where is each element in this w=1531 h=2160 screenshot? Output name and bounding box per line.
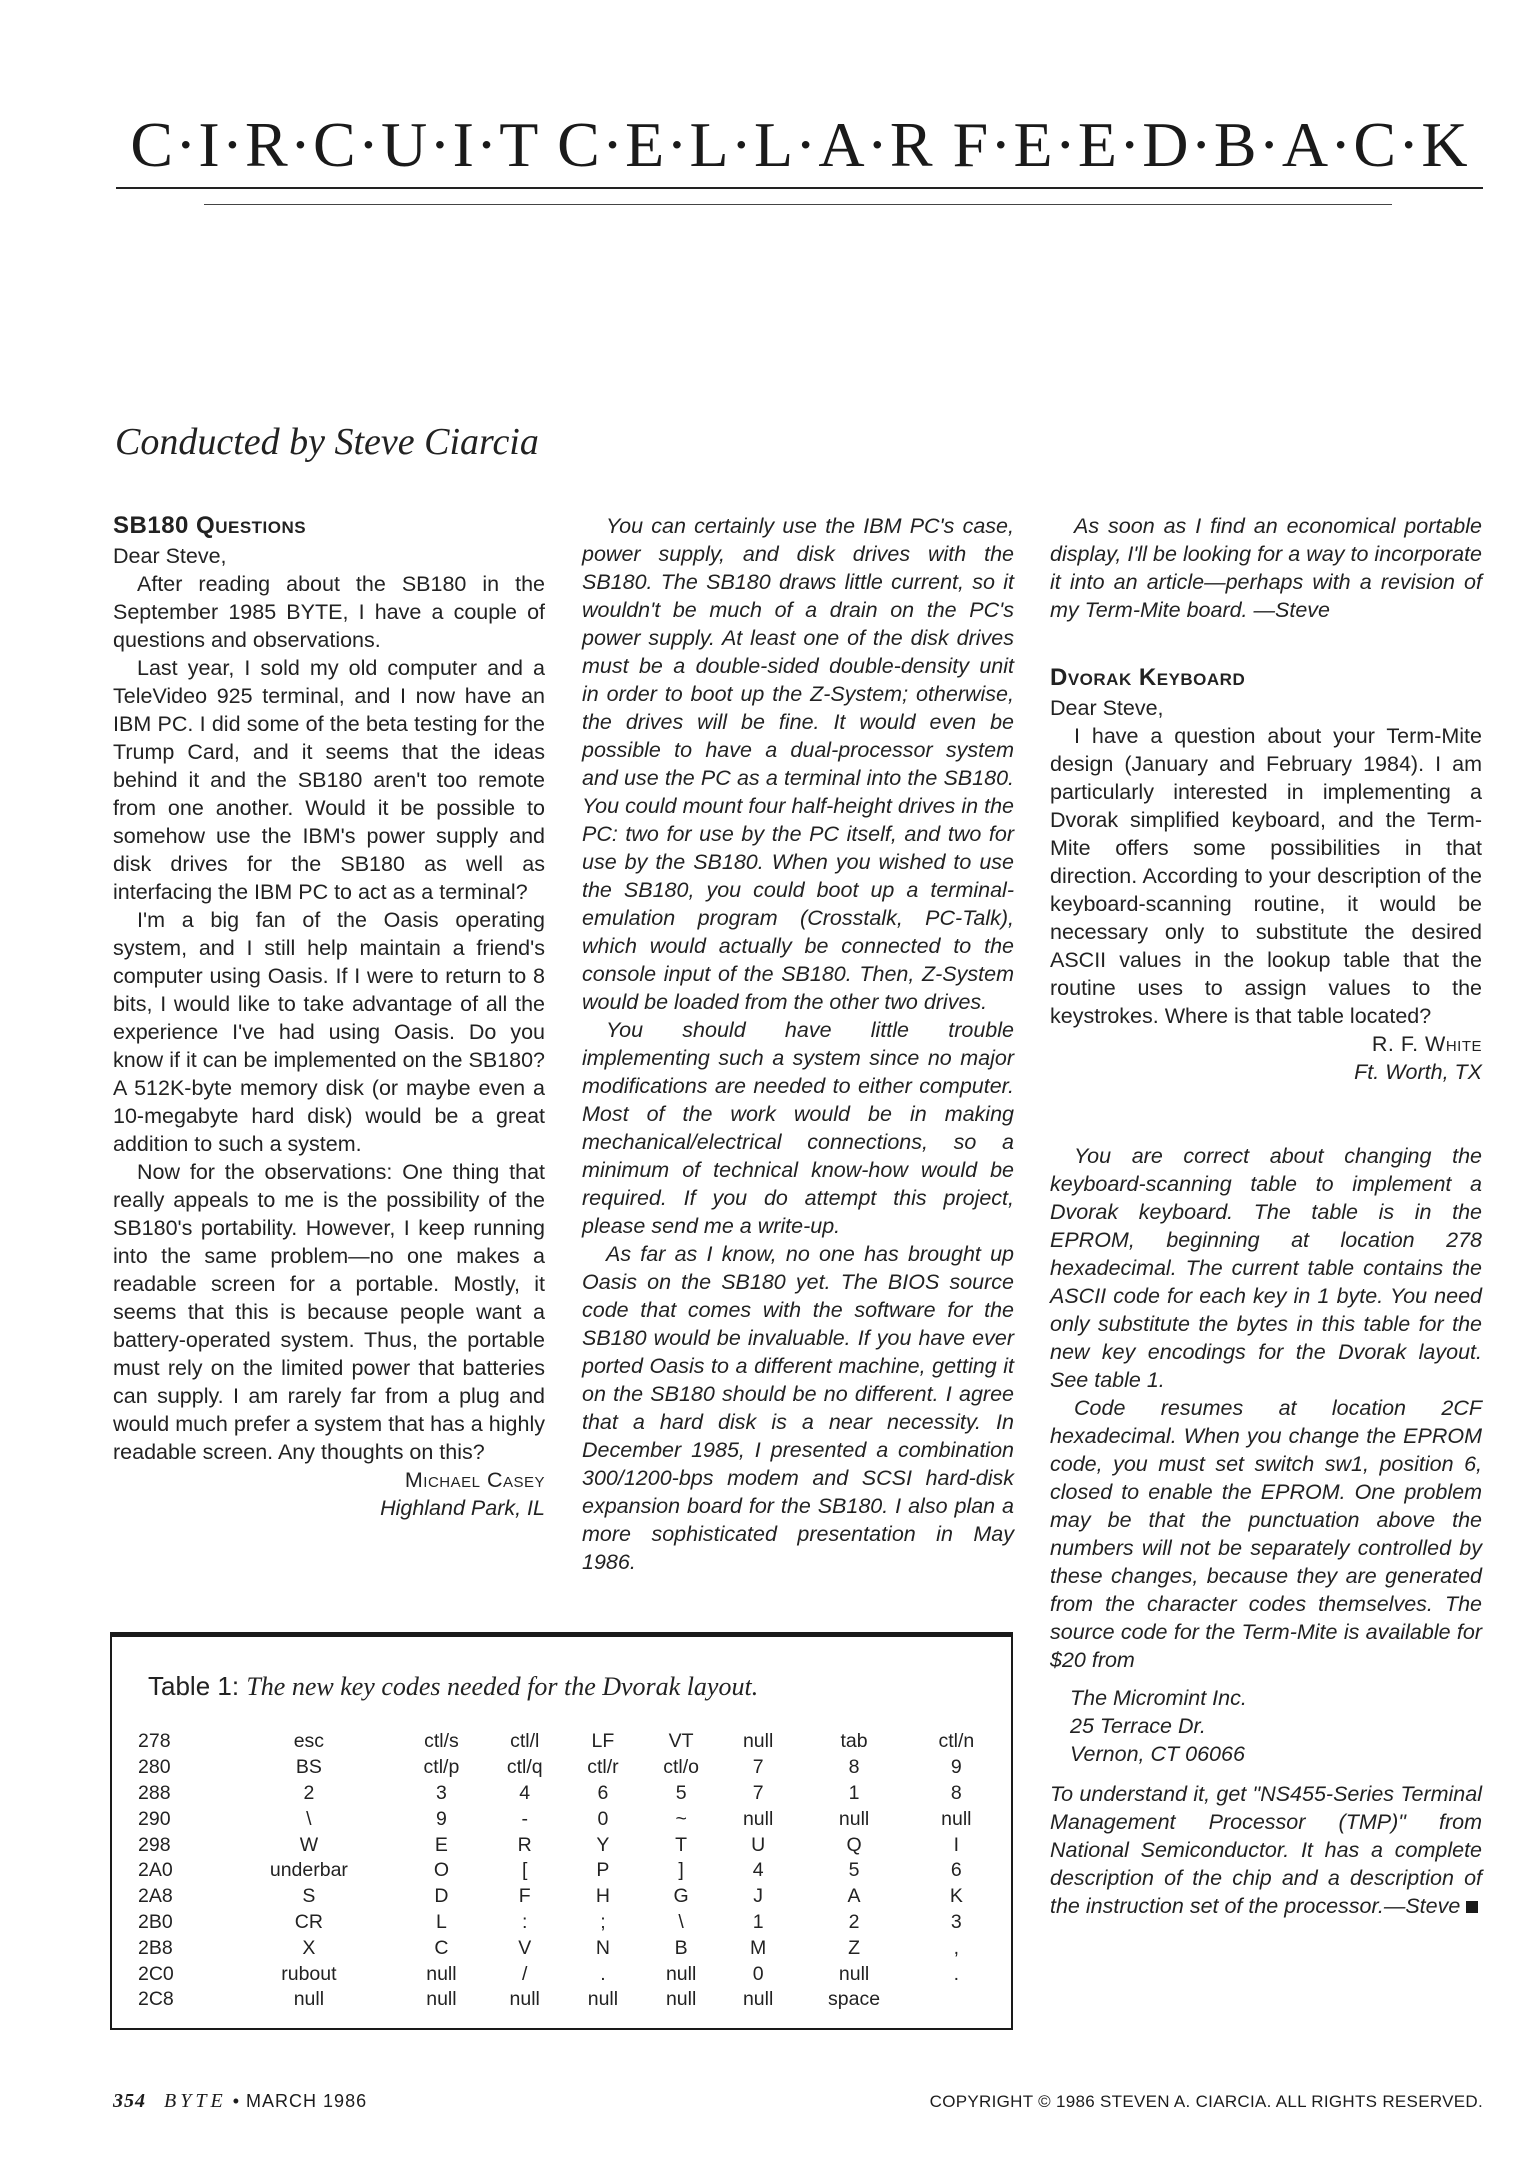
table-cell: ctl/o <box>663 1756 700 1779</box>
table-cell: 7 <box>752 1756 764 1779</box>
table-cell: : <box>521 1910 528 1933</box>
table-cell: L <box>435 1910 447 1933</box>
address-line: 25 Terrace Dr. <box>1070 1714 1206 1738</box>
reply2-paragraph: Code resumes at location 2CF hexadecimal. When you change the EPROM code, you must set switch sw1, position 6, closed to enable the EPROM. One problem may be that the punctuation above the numbers will not be separately controlled by these changes, because they are generated from the character codes themselves. The source code for the Term-Mite is available for $20 from <box>1050 1396 1482 1672</box>
table-cell: CR <box>294 1910 323 1933</box>
table-label: Table 1: <box>148 1671 240 1701</box>
table-cell: null <box>426 1962 457 1985</box>
footer-left <box>113 2090 367 2113</box>
letter1-paragraph: Last year, I sold my old computer and a TeleVideo 925 terminal, and I now have an IBM PC. I did some of the beta testing for the Trump Card, and it seems that the ideas behind it and the SB180 aren't too remote from one another. Would it be possible to somehow use the IBM's power supply and disk drives for the SB180 as well as interfacing the IBM PC to act as a terminal? <box>113 656 545 904</box>
table-cell: 2 <box>848 1910 860 1933</box>
table-cell: null <box>587 1988 619 2011</box>
table-cell: Y <box>596 1833 610 1856</box>
table-cell: P <box>596 1859 610 1882</box>
page-number: 354 <box>113 2090 146 2112</box>
table-cell: C <box>434 1936 449 1959</box>
table-cell: ctl/q <box>506 1756 543 1779</box>
table-cell: K <box>949 1885 963 1908</box>
table-cell: N <box>595 1936 610 1959</box>
table-row <box>138 1910 998 1936</box>
table-address-cell: 290 <box>138 1807 171 1830</box>
table-cell: null <box>838 1962 870 1985</box>
table-cell: - <box>521 1807 528 1830</box>
table-cell: 8 <box>848 1756 860 1779</box>
table-cell: ; <box>600 1910 606 1933</box>
table-cell: null <box>509 1988 540 2011</box>
table-cell: LF <box>591 1730 615 1753</box>
table-row <box>138 1987 998 2013</box>
table-cell: Q <box>846 1833 862 1856</box>
table-cell: 9 <box>435 1807 447 1830</box>
table-cell: ctl/n <box>938 1730 975 1753</box>
table-cell: ctl/l <box>510 1730 540 1753</box>
table-cell: \ <box>306 1807 312 1830</box>
table-cell: tab <box>840 1730 868 1753</box>
table-row <box>138 1755 998 1781</box>
table-row <box>138 1806 998 1832</box>
letter1-paragraph: After reading about the SB180 in the September 1985 BYTE, I have a couple of questions and observations. <box>113 572 545 652</box>
reply1-paragraph: You should have little trouble implementing such a system since no major modifications are needed to either computer. Most of the work would be in making mechanical/electrical connections, so a minimum of technical know-how would be required. If you do attempt this project, please send me a write-up. <box>582 1018 1014 1238</box>
table-address-cell: 2B8 <box>138 1936 173 1959</box>
table-cell: space <box>828 1988 881 2011</box>
table-cell: null <box>426 1988 457 2011</box>
table-caption-text: The new key codes needed for the Dvorak layout. <box>246 1672 759 1701</box>
copyright-notice: COPYRIGHT © 1986 STEVEN A. CIARCIA. ALL RIGHTS RESERVED. <box>929 2092 1483 2111</box>
table-cell: null <box>665 1962 697 1985</box>
table-cell: BS <box>295 1756 322 1779</box>
table-address-cell: 2A8 <box>138 1885 173 1908</box>
table-cell: G <box>673 1885 689 1908</box>
reply1-paragraph: As soon as I find an economical portable display, I'll be looking for a way to incorporate it into an article—perhaps with a revision of my Term-Mite board. —Steve <box>1050 514 1482 622</box>
table-cell: 8 <box>950 1781 962 1804</box>
table-cell: rubout <box>281 1962 337 1985</box>
table-cell: . <box>953 1962 960 1985</box>
table-cell: Z <box>848 1936 861 1959</box>
table-cell: esc <box>293 1730 325 1753</box>
table-cell: 5 <box>675 1781 687 1804</box>
table-cell: null <box>742 1730 774 1753</box>
table-cell: 3 <box>435 1781 447 1804</box>
table-cell: . <box>600 1962 606 1985</box>
table-row <box>138 1729 998 1755</box>
table-cell: 2 <box>303 1781 315 1804</box>
table-cell: 9 <box>950 1756 962 1779</box>
table-cell: 1 <box>848 1781 860 1804</box>
letter1-signature-name: Michael Casey <box>404 1468 545 1492</box>
title-rule-top <box>116 187 1483 189</box>
table-cell: A <box>847 1885 861 1908</box>
table-address-cell: 288 <box>138 1781 171 1804</box>
table-cell: null <box>742 1807 774 1830</box>
table-row <box>138 1961 998 1987</box>
issue-date: MARCH 1986 <box>246 2091 368 2111</box>
table-cell: null <box>293 1988 325 2011</box>
letter1-signature-place: Highland Park, IL <box>380 1496 545 1520</box>
table-address-cell: 280 <box>138 1756 171 1779</box>
letter1-paragraph: Now for the observations: One thing that really appeals to me is the possibility of the SB180's portability. However, I keep running into the same problem—no one makes a readable screen for a portable. Mostly, it seems that this is because people want a battery-operated system. Thus, the portable must rely on the limited power that batteries can supply. I am rarely far from a plug and would much prefer a system that has a highly readable screen. Any thoughts on this? <box>113 1160 545 1464</box>
table-address-cell: 2A0 <box>138 1859 173 1882</box>
reply2-closing <box>1050 1780 1482 1920</box>
table-row <box>138 1832 998 1858</box>
table-address-cell: 2C0 <box>138 1962 174 1985</box>
table-cell: U <box>751 1833 766 1856</box>
table-cell: null <box>665 1988 697 2011</box>
key-code-table <box>138 1729 998 2013</box>
table-cell: / <box>521 1962 528 1985</box>
column-2 <box>582 512 1014 1576</box>
table-cell: 1 <box>752 1910 764 1933</box>
table-cell: null <box>838 1807 870 1830</box>
table-cell: W <box>299 1833 319 1856</box>
table-cell: V <box>518 1936 532 1959</box>
table-row <box>138 1858 998 1884</box>
table-cell: null <box>742 1988 774 2011</box>
key-code-rows <box>138 1729 998 2013</box>
table-address-cell: 2B0 <box>138 1910 173 1933</box>
table-cell: D <box>434 1885 449 1908</box>
letter2-heading: Dvorak Keyboard <box>1050 664 1246 691</box>
table-row <box>138 1935 998 1961</box>
table-cell: O <box>433 1859 449 1882</box>
table-cell: J <box>753 1885 763 1908</box>
table-cell: H <box>595 1885 610 1908</box>
table-cell: 7 <box>752 1781 764 1804</box>
reply2-closing-text: To understand it, get "NS455-Series Terminal Management Processor (TMP)" from National Semiconductor. It has a complete description of the chip and a description of the instruction set of the processor.—Steve <box>1050 1782 1482 1918</box>
table-cell: ctl/s <box>424 1730 459 1753</box>
table-cell: underbar <box>269 1859 348 1882</box>
magazine-name: BYTE <box>164 2090 227 2112</box>
table-cell: 6 <box>950 1859 962 1882</box>
table-cell: 0 <box>752 1962 764 1985</box>
table-cell: B <box>674 1936 688 1959</box>
reply1-paragraph: As far as I know, no one has brought up Oasis on the SB180 yet. The BIOS source code that comes with the software for the SB180 would be invaluable. If you have ever ported Oasis to a different machine, getting it on the SB180 should be no different. I agree that a hard disk is a near necessity. In December 1985, I presented a combination 300/1200-bps modem and SCSI hard-disk expansion board for the SB180. I also plan a more sophisticated presentation in May 1986. <box>582 1242 1014 1574</box>
table-cell: ctl/p <box>423 1756 460 1779</box>
address-line: The Micromint Inc. <box>1070 1686 1247 1710</box>
letter1-paragraph: I'm a big fan of the Oasis operating system, and I still help maintain a friend's computer using Oasis. If I were to return to 8 bits, I would like to take advantage of all the experience I've had using Oasis. Do you know if it can be implemented on the SB180? A 512K-byte memory disk (or maybe even a 10-megabyte hard disk) would be a great addition to such a system. <box>113 908 545 1156</box>
table-cell: 6 <box>597 1781 609 1804</box>
letter2-signature-place: Ft. Worth, TX <box>1354 1060 1482 1084</box>
table-cell <box>915 1987 998 2013</box>
table-row <box>138 1884 998 1910</box>
table-address-cell: 2C8 <box>138 1988 174 2011</box>
letter1-heading: SB180 Questions <box>113 512 307 539</box>
table-cell: ] <box>678 1859 684 1882</box>
address-line: Vernon, CT 06066 <box>1070 1742 1245 1766</box>
section-title: C·I·R·C·U·I·T C·E·L·L·A·R F·E·E·D·B·A·C·K <box>130 109 1470 180</box>
table-cell: 3 <box>950 1910 962 1933</box>
table-address-cell: 298 <box>138 1833 171 1856</box>
table-cell: ~ <box>675 1807 687 1830</box>
reply2-paragraph: You are correct about changing the keyboard-scanning table to implement a Dvorak keyboard. The table is in the EPROM, beginning at location 278 hexadecimal. The current table contains the ASCII code for each key in 1 byte. You need only substitute the bytes in this table for the new key encodings for the Dvorak layout. See table 1. <box>1050 1144 1482 1392</box>
table-cell: 4 <box>519 1781 531 1804</box>
table-cell: T <box>675 1833 688 1856</box>
reply1-paragraph: You can certainly use the IBM PC's case, power supply, and disk drives with the SB180. The SB180 draws little current, so it wouldn't be much of a drain on the PC's power supply. At least one of the disk drives must be a double-sided double-density unit in order to boot up the Z-System; otherwise, the drives will be fine. It would even be possible to have a dual-processor system and use the PC as a terminal into the SB180. You could mount four half-height drives in the PC: two for use by the PC itself, and two for use by the SB180. When you wished to use the SB180, you could boot up a terminal-emulation program (Crosstalk, PC-Talk), which would actually be connected to the console input of the SB180. Then, Z-System would be loaded from the other two drives. <box>582 514 1014 1014</box>
end-mark <box>1466 1901 1478 1913</box>
table-caption <box>148 1671 758 1702</box>
table-cell: M <box>750 1936 767 1959</box>
letter2-salutation: Dear Steve, <box>1050 696 1164 720</box>
letter1-salutation: Dear Steve, <box>113 544 227 568</box>
footer-bullet: • <box>232 2091 241 2111</box>
byline: Conducted by Steve Ciarcia <box>115 421 539 463</box>
table-row <box>138 1781 998 1807</box>
table-address-cell: 278 <box>138 1730 171 1753</box>
table-cell: , <box>953 1936 960 1959</box>
table-cell: [ <box>521 1859 528 1882</box>
column-3 <box>1050 512 1482 1920</box>
table-cell: F <box>518 1885 531 1908</box>
table-cell: 4 <box>752 1859 764 1882</box>
title-rule-bottom <box>204 204 1392 205</box>
table-cell: X <box>302 1936 316 1959</box>
table-cell: E <box>434 1833 448 1856</box>
letter2-paragraph: I have a question about your Term-Mite design (January and February 1984). I am particularly interested in implementing a Dvorak simplified keyboard, and the Term-Mite offers some possibilities in that direction. According to your description of the keyboard-scanning routine, it would be necessary only to substitute the desired ASCII values in the lookup table that the routine uses to assign values to the keystrokes. Where is that table located? <box>1050 724 1482 1028</box>
table-cell: R <box>517 1833 532 1856</box>
table-cell: \ <box>678 1910 684 1933</box>
table-cell: S <box>302 1885 316 1908</box>
table-cell: ctl/r <box>587 1756 619 1779</box>
table-cell: I <box>953 1833 960 1856</box>
table-cell: 0 <box>597 1807 609 1830</box>
table-1 <box>110 1632 1013 2030</box>
table-cell: null <box>941 1807 972 1830</box>
letter2-signature-name: R. F. White <box>1371 1032 1482 1056</box>
column-1 <box>113 512 545 1522</box>
table-cell: VT <box>668 1730 694 1753</box>
table-cell: 5 <box>848 1859 860 1882</box>
